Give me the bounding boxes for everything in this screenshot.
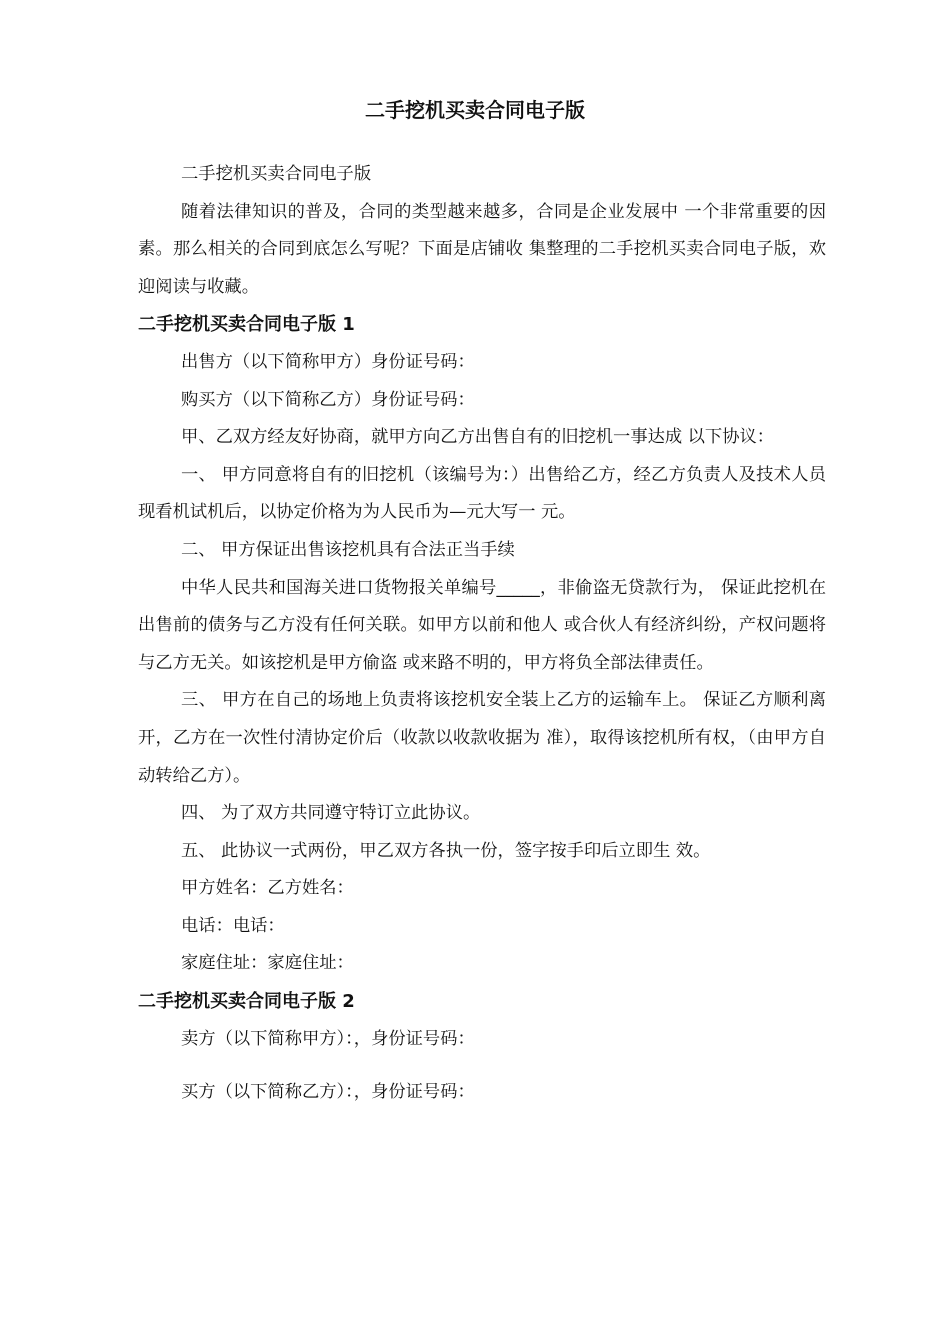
names-line: 甲方姓名：乙方姓名： <box>181 878 354 899</box>
section-2-heading: 二手挖机买卖合同电子版 2 <box>138 991 355 1013</box>
clause-5-paragraph: 五、 此协议一式两份，甲乙双方各执一份，签字按手印后立即生 效。 <box>181 840 711 861</box>
seller-line: 卖方（以下简称甲方）：，身份证号码： <box>181 1028 475 1049</box>
clause-1-paragraph: 一、 甲方同意将自有的旧挖机（该编号为：）出售给乙方，经乙方负责人及技术人员现看机试机后，以协定价格为为人民币为—元大写一 元。 <box>138 464 826 523</box>
buyer-id-line: 购买方（以下简称乙方）身份证号码： <box>181 389 475 410</box>
document-title: 二手挖机买卖合同电子版 <box>365 98 585 122</box>
customs-paragraph: 中华人民共和国海关进口货物报关单编号_____，非偷盗无贷款行为， 保证此挖机在出售前的债务与乙方没有任何关联。如甲方以前和他人 或合伙人有经济纠纷，产权问题将与乙方无关。如该挖机是甲方偷盗 或来路不明的，甲方将负全部法律责任。 <box>138 577 826 673</box>
clause-2-paragraph: 二、 甲方保证出售该挖机具有合法正当手续 <box>181 539 515 560</box>
clause-4-paragraph: 四、 为了双方共同遵守特订立此协议。 <box>181 803 481 824</box>
intro-paragraph: 随着法律知识的普及，合同的类型越来越多，合同是企业发展中 一个非常重要的因素。那么相关的合同到底怎么写呢？下面是店铺收 集整理的二手挖机买卖合同电子版，欢迎阅读与收藏。 <box>138 201 826 297</box>
addresses-line: 家庭住址：家庭住址： <box>181 953 354 974</box>
seller-id-line: 出售方（以下简称甲方）身份证号码： <box>181 351 475 372</box>
agreement-intro-paragraph: 甲、乙双方经友好协商，就甲方向乙方出售自有的旧挖机一事达成 以下协议： <box>181 427 775 448</box>
section-1-heading: 二手挖机买卖合同电子版 1 <box>138 314 355 336</box>
document-body <box>138 156 826 1112</box>
subtitle-paragraph: 二手挖机买卖合同电子版 <box>181 164 372 184</box>
clause-3-paragraph: 三、 甲方在自己的场地上负责将该挖机安全装上乙方的运输车上。 保证乙方顺利离开，乙方在一次性付清协定价后（收款以收款收据为 准），取得该挖机所有权，（由甲方自动转给乙方）。 <box>138 690 826 786</box>
phones-line: 电话：电话： <box>181 915 285 936</box>
buyer-line: 买方（以下简称乙方）：，身份证号码： <box>181 1082 475 1103</box>
